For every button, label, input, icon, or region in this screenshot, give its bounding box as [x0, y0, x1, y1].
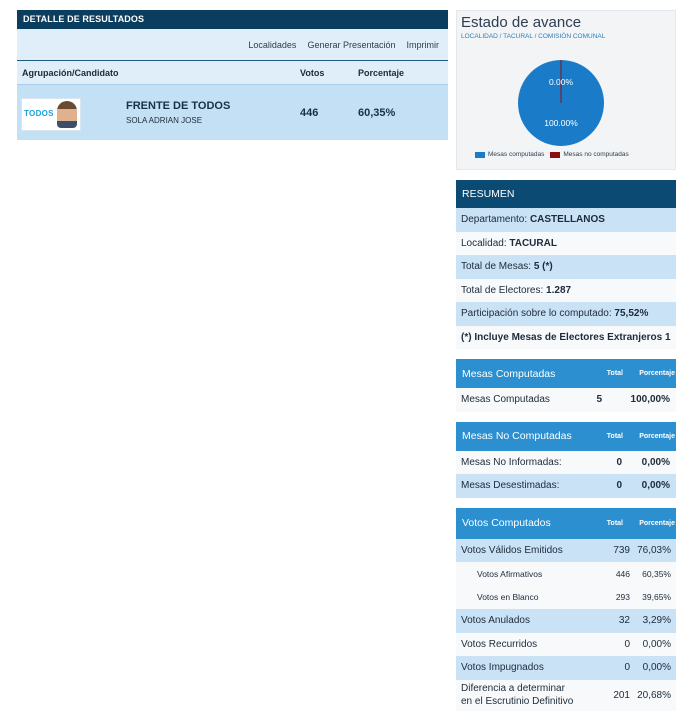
row-label: Mesas Desestimadas: — [461, 480, 560, 492]
col-total: Total — [606, 432, 623, 440]
table-row — [456, 656, 676, 680]
departamento-value: CASTELLANOS — [529, 214, 605, 226]
col-agrupacion: Agrupación/Candidato — [22, 67, 119, 78]
logo-text: TODOS — [24, 109, 54, 118]
detalle-toolbar — [17, 29, 448, 61]
resumen-localidad — [456, 232, 676, 256]
candidate-name: SOLA ADRIAN JOSE — [126, 116, 203, 125]
table-row — [456, 474, 676, 498]
resumen-electores — [456, 279, 676, 303]
row-total: 0 — [616, 456, 622, 468]
mesas-computadas-box — [456, 359, 676, 412]
mesas-value: 5 (*) — [533, 261, 553, 273]
col-votos: Votos — [300, 67, 325, 78]
votos-computados-box — [456, 508, 676, 711]
row-pct: 20,68% — [637, 689, 671, 701]
pie-legend — [475, 151, 629, 158]
col-total: Total — [606, 370, 623, 377]
electores-value: 1.287 — [546, 284, 572, 296]
row-pct: 0,00% — [642, 638, 671, 650]
votos-computados-header — [456, 508, 676, 539]
row-label: Votos Afirmativos — [477, 568, 543, 579]
resumen-nota — [456, 326, 676, 350]
row-total: 739 — [613, 544, 630, 556]
col-porcentaje: Porcentaje — [639, 370, 675, 377]
row-label: Votos Impugnados — [461, 662, 544, 674]
col-porcentaje: Porcentaje — [639, 432, 675, 440]
col-porcentaje: Porcentaje — [639, 519, 675, 527]
resumen-mesas — [456, 255, 676, 279]
party-name: FRENTE DE TODOS — [126, 100, 231, 112]
avance-pie-chart — [517, 59, 605, 147]
departamento-label: Departamento: — [461, 214, 528, 226]
mesas-no-computadas-title: Mesas No Computadas — [462, 430, 572, 442]
row-label: Votos en Blanco — [477, 592, 539, 603]
participacion-value: 75,52% — [614, 308, 649, 320]
mesas-computadas-header — [456, 359, 676, 388]
votos-computados-title: Votos Computados — [462, 517, 551, 529]
row-pct: 39,65% — [642, 592, 671, 603]
localidad-label: Localidad: — [461, 237, 507, 249]
row-pct: 76,03% — [637, 544, 671, 556]
row-percent: 60,35% — [358, 107, 396, 119]
right-panel — [456, 10, 676, 711]
localidades-link[interactable]: Localidades — [248, 39, 297, 50]
row-label: Mesas Computadas — [461, 394, 550, 406]
imprimir-link[interactable]: Imprimir — [406, 39, 439, 50]
row-pct: 0,00% — [641, 456, 670, 468]
col-total: Total — [606, 519, 623, 527]
avance-title: Estado de avance — [461, 14, 582, 31]
row-label-line1: Diferencia a determinar — [461, 683, 565, 694]
row-pct: 0,00% — [642, 662, 671, 674]
estado-avance — [456, 10, 676, 170]
table-row — [456, 633, 676, 657]
candidate-photo-icon — [57, 101, 77, 128]
detalle-header-row — [17, 61, 448, 85]
row-pct: 60,35% — [642, 568, 671, 579]
table-row — [456, 609, 676, 633]
generar-presentacion-link[interactable]: Generar Presentación — [307, 39, 396, 50]
resumen-participacion — [456, 302, 676, 326]
electores-label: Total de Electores: — [461, 284, 544, 296]
table-row — [456, 451, 676, 475]
row-label: Votos Válidos Emitidos — [461, 544, 563, 556]
table-row — [456, 562, 676, 586]
breadcrumb: LOCALIDAD / TACURAL / COMISIÓN COMUNAL — [461, 33, 606, 40]
row-label — [461, 682, 601, 708]
mesas-computadas-title: Mesas Computadas — [462, 367, 556, 380]
row-pct: 3,29% — [642, 615, 671, 627]
row-label: Votos Recurridos — [461, 638, 538, 650]
legend-no-computadas: Mesas no computadas — [563, 151, 629, 158]
nota-text: (*) Incluye Mesas de Electores Extranjeros 1 — [461, 331, 671, 343]
table-row — [456, 539, 676, 563]
localidad-value: TACURAL — [509, 237, 557, 249]
table-row — [456, 586, 676, 610]
table-row[interactable] — [17, 85, 448, 140]
row-total: 5 — [596, 394, 602, 406]
resumen-title: RESUMEN — [456, 180, 676, 208]
legend-swatch-no-computadas — [550, 152, 560, 158]
mesas-no-computadas-header — [456, 422, 676, 451]
row-pct: 100,00% — [630, 394, 670, 406]
legend-swatch-computadas — [475, 152, 485, 158]
row-total: 293 — [615, 592, 630, 603]
row-total: 0 — [616, 480, 622, 492]
table-row — [456, 680, 676, 711]
row-total: 446 — [615, 568, 630, 579]
row-total: 0 — [624, 638, 630, 650]
row-votes: 446 — [300, 107, 319, 119]
row-label: Votos Anulados — [461, 615, 530, 627]
resumen-box — [456, 180, 676, 349]
mesas-label: Total de Mesas: — [461, 261, 532, 273]
row-total: 201 — [613, 689, 630, 701]
col-porcentaje: Porcentaje — [358, 67, 405, 78]
party-logo — [21, 98, 81, 131]
resumen-departamento — [456, 208, 676, 232]
row-label: Mesas No Informadas: — [461, 456, 562, 468]
row-label-line2: en el Escrutinio Definitivo — [461, 696, 574, 707]
row-pct: 0,00% — [641, 480, 670, 492]
legend-computadas: Mesas computadas — [488, 151, 545, 158]
row-total: 0 — [624, 662, 630, 674]
mesas-no-computadas-box — [456, 422, 676, 498]
row-total: 32 — [618, 615, 630, 627]
participacion-label: Participación sobre lo computado: — [461, 308, 612, 320]
pie-label-si: 100.00% — [544, 118, 578, 128]
detalle-title: DETALLE DE RESULTADOS — [17, 10, 448, 29]
detalle-panel — [17, 10, 448, 140]
table-row — [456, 388, 676, 412]
pie-label-no: 0.00% — [548, 77, 574, 87]
